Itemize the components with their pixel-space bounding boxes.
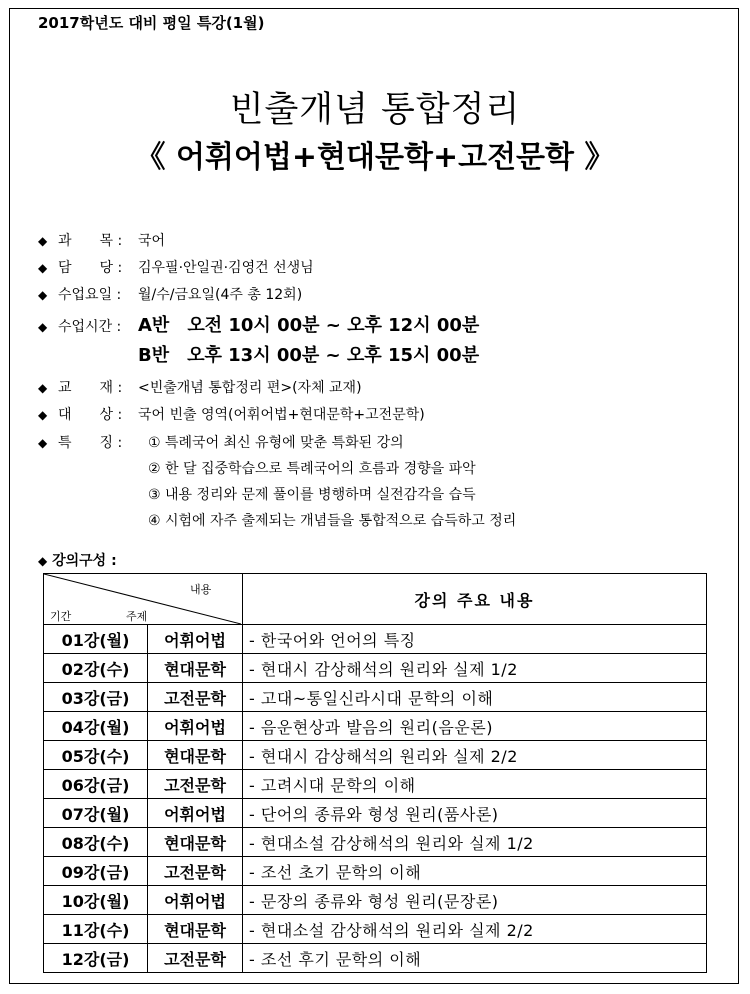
info-label: 담 당 : — [58, 260, 123, 276]
period-cell: 01강(월) — [44, 625, 148, 654]
info-subject — [38, 230, 165, 250]
info-time — [38, 311, 479, 337]
topic-cell: 고전문학 — [148, 770, 243, 799]
content-cell: - 조선 후기 문학의 이해 — [243, 944, 707, 973]
period-cell: 09강(금) — [44, 857, 148, 886]
table-row — [44, 886, 707, 915]
content-cell: - 조선 초기 문학의 이해 — [243, 857, 707, 886]
diagonal-header-cell — [44, 574, 243, 625]
period-cell: 11강(수) — [44, 915, 148, 944]
schedule-section-title — [38, 550, 117, 570]
content-cell: - 고대~통일신라시대 문학의 이해 — [243, 683, 707, 712]
feature-item: ① 특례국어 최신 유형에 맞춘 특화된 강의 — [148, 435, 404, 451]
info-value: 월/수/금요일(4주 총 12회) — [138, 287, 303, 303]
table-row — [44, 654, 707, 683]
schedule-table — [43, 573, 707, 973]
section-title-text: 강의구성 : — [52, 553, 117, 569]
title-main: 빈출개념 통합정리 — [229, 90, 521, 130]
topic-cell: 고전문학 — [148, 683, 243, 712]
content-cell: - 현대시 감상해석의 원리와 실제 1/2 — [243, 654, 707, 683]
period-cell: 07강(월) — [44, 799, 148, 828]
diamond-bullet-icon: ◆ — [38, 234, 48, 248]
class-b-time: B반 오후 13시 00분 ~ 오후 15시 00분 — [138, 345, 480, 366]
content-cell: - 현대소설 감상해석의 원리와 실제 2/2 — [243, 915, 707, 944]
diamond-bullet-icon: ◆ — [38, 436, 48, 450]
info-value: <빈출개념 통합정리 편>(자체 교재) — [138, 380, 362, 396]
content-cell: - 한국어와 언어의 특징 — [243, 625, 707, 654]
title-sub: 《 어휘어법+현대문학+고전문학 》 — [135, 140, 615, 175]
diag-content-label: 내용 — [190, 583, 212, 596]
diamond-bullet-icon: ◆ — [38, 408, 48, 422]
topic-cell: 어휘어법 — [148, 712, 243, 741]
info-time-b — [138, 341, 479, 367]
info-label: 특 징 : — [58, 435, 123, 451]
table-row — [44, 770, 707, 799]
table-row — [44, 915, 707, 944]
table-row — [44, 683, 707, 712]
info-label: 대 상 : — [58, 407, 123, 423]
info-features — [38, 432, 138, 452]
feature-item: ② 한 달 집중학습으로 특례국어의 흐름과 경향을 파악 — [148, 461, 476, 477]
diamond-bullet-icon: ◆ — [38, 320, 48, 334]
diag-topic-label: 주제 — [126, 610, 148, 623]
table-row — [44, 857, 707, 886]
info-days — [38, 284, 302, 304]
diag-period-label: 기간 — [50, 610, 72, 623]
table-row — [44, 625, 707, 654]
topic-cell: 현대문학 — [148, 741, 243, 770]
table-row — [44, 828, 707, 857]
info-teacher — [38, 257, 314, 277]
table-header-row — [44, 574, 707, 625]
topic-cell: 현대문학 — [148, 654, 243, 683]
class-a-time: A반 오전 10시 00분 ~ 오후 12시 00분 — [138, 315, 480, 336]
info-value: 김우필·안일권·김영건 선생님 — [138, 260, 314, 276]
content-cell: - 현대소설 감상해석의 원리와 실제 1/2 — [243, 828, 707, 857]
topic-cell: 어휘어법 — [148, 886, 243, 915]
info-value: 국어 빈출 영역(어휘어법+현대문학+고전문학) — [138, 407, 425, 423]
content-cell: - 음운현상과 발음의 원리(음운론) — [243, 712, 707, 741]
period-cell: 04강(월) — [44, 712, 148, 741]
topic-cell: 어휘어법 — [148, 625, 243, 654]
feature-item: ④ 시험에 자주 출제되는 개념들을 통합적으로 습득하고 정리 — [148, 513, 517, 529]
info-textbook — [38, 377, 362, 397]
period-cell: 10강(월) — [44, 886, 148, 915]
info-label: 수업시간 : — [58, 319, 122, 335]
period-cell: 12강(금) — [44, 944, 148, 973]
content-cell: - 단어의 종류와 형성 원리(품사론) — [243, 799, 707, 828]
info-label: 수업요일 : — [58, 287, 122, 303]
feature-item: ③ 내용 정리와 문제 풀이를 병행하며 실전감각을 습득 — [148, 487, 476, 503]
info-target — [38, 404, 425, 424]
table-row — [44, 712, 707, 741]
period-cell: 03강(금) — [44, 683, 148, 712]
topic-cell: 고전문학 — [148, 944, 243, 973]
topic-cell: 현대문학 — [148, 915, 243, 944]
table-row — [44, 799, 707, 828]
period-cell: 05강(수) — [44, 741, 148, 770]
content-cell: - 현대시 감상해석의 원리와 실제 2/2 — [243, 741, 707, 770]
content-cell: - 고려시대 문학의 이해 — [243, 770, 707, 799]
page-header: 2017학년도 대비 평일 특강(1월) — [38, 14, 265, 32]
diamond-bullet-icon: ◆ — [38, 554, 48, 568]
table-row — [44, 944, 707, 973]
info-label: 교 재 : — [58, 380, 123, 396]
table-row — [44, 741, 707, 770]
content-cell: - 문장의 종류와 형성 원리(문장론) — [243, 886, 707, 915]
topic-cell: 고전문학 — [148, 857, 243, 886]
period-cell: 02강(수) — [44, 654, 148, 683]
topic-cell: 어휘어법 — [148, 799, 243, 828]
period-cell: 06강(금) — [44, 770, 148, 799]
main-content-header: 강의 주요 내용 — [243, 574, 707, 625]
period-cell: 08강(수) — [44, 828, 148, 857]
diamond-bullet-icon: ◆ — [38, 381, 48, 395]
diamond-bullet-icon: ◆ — [38, 288, 48, 302]
info-label: 과 목 : — [58, 233, 123, 249]
topic-cell: 현대문학 — [148, 828, 243, 857]
diamond-bullet-icon: ◆ — [38, 261, 48, 275]
info-value: 국어 — [138, 233, 166, 249]
